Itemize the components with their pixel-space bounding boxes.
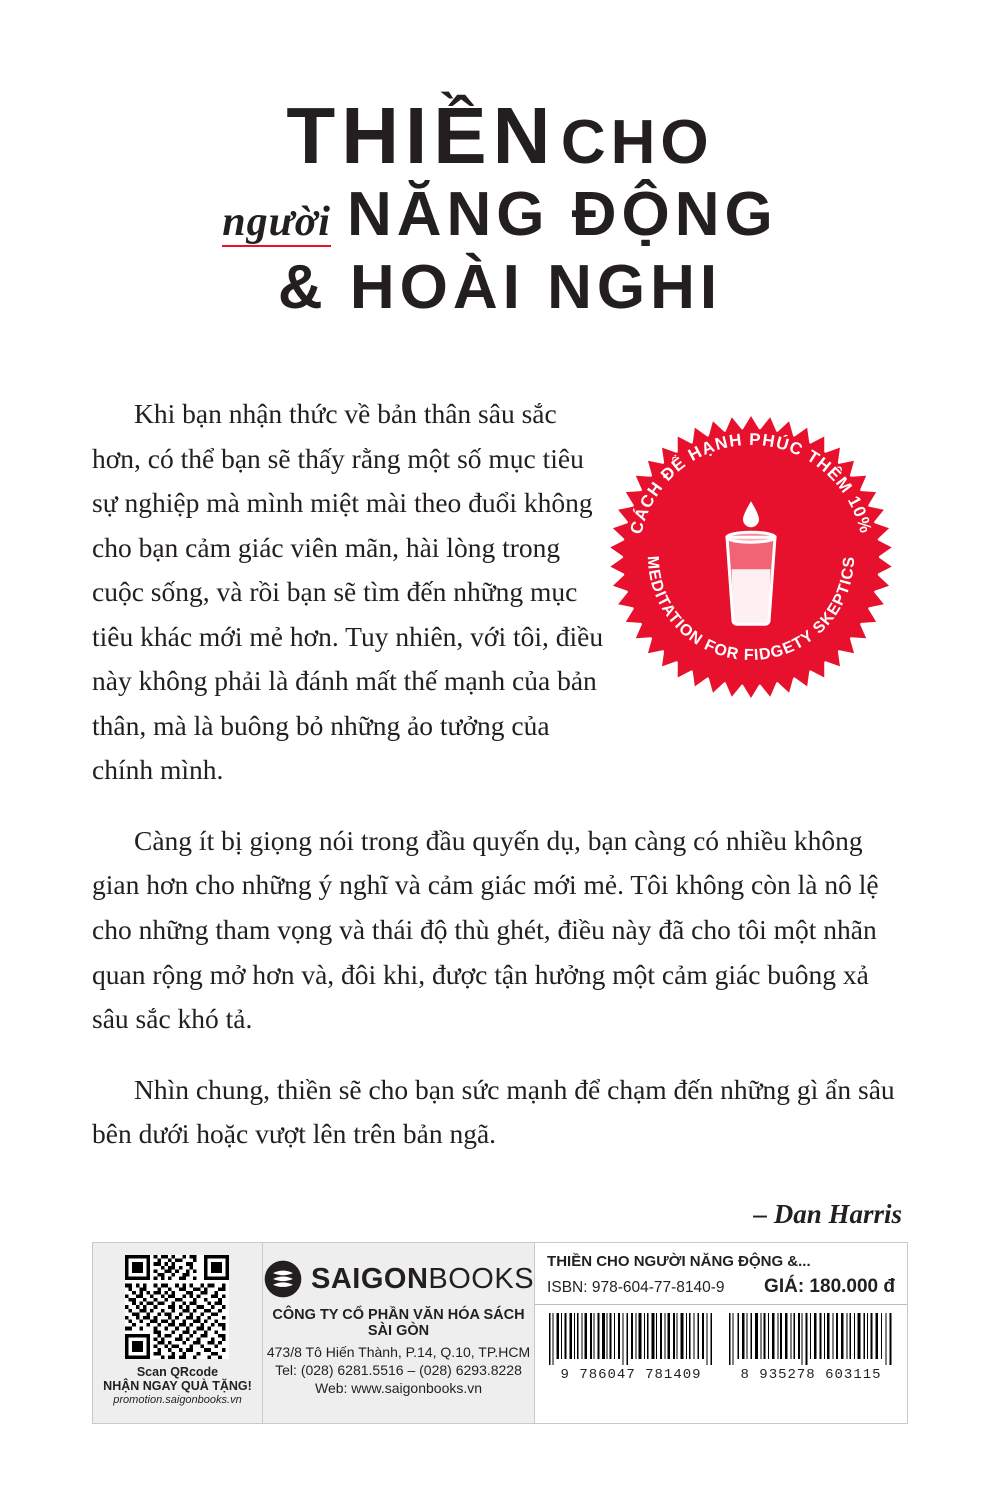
title-line-3: [0, 253, 1000, 322]
publisher-web: Web: www.saigonbooks.vn: [314, 1380, 483, 1396]
paragraph-3: Nhìn chung, thiền sẽ cho bạn sức mạnh để chạm đến những gì ẩn sâu bên dưới hoặc vượt lên trên bản ngã.: [92, 1073, 895, 1150]
barcode-group: [535, 1305, 907, 1389]
title-line-2: [0, 180, 1000, 249]
seal-text-bottom: MEDITATION FOR FIDGETY SKEPTICS: [643, 555, 859, 665]
isbn-number: ISBN: 978-604-77-8140-9: [547, 1279, 725, 1296]
isbn-cell: [535, 1243, 907, 1423]
publisher-name-light: BOOKS: [428, 1262, 535, 1295]
barcode-right-bars: [727, 1313, 895, 1365]
publisher-name-bold: SAIGON: [310, 1262, 429, 1295]
publisher-wordmark: [311, 1263, 534, 1296]
barcode-right: [727, 1313, 895, 1383]
publisher-address: 473/8 Tô Hiến Thành, P.14, Q.10, TP.HCM: [266, 1344, 531, 1360]
paragraph-2: Càng ít bị giọng nói trong đầu quyến dụ, bạn càng có nhiều không gian hơn cho những ý nghĩ và cảm giác mới mẻ. Tôi không còn là nô lệ cho những tham vọng và thái độ thù ghét, điều này đã cho tôi một nhãn quan rộng mở hơn và, đôi khi, được tận hưởng một cảm giác buông xả sâu sắc khó tả.: [92, 824, 879, 1035]
saigonbooks-logo-icon: [263, 1259, 303, 1299]
qr-promo-cell: [93, 1243, 263, 1423]
title-word-nangdong: NĂNG ĐỘNG: [346, 180, 778, 249]
price-label: GIÁ: 180.000 đ: [764, 1276, 895, 1297]
barcode-left-bars: [547, 1313, 715, 1365]
qr-label-gift: NHẬN NGAY QUÀ TẶNG!: [103, 1379, 252, 1393]
publisher-logo-row: [263, 1259, 534, 1299]
isbn-price-row: [535, 1276, 907, 1305]
publisher-tel: Tel: (028) 6281.5516 – (028) 6293.8228: [275, 1362, 522, 1378]
qr-label-scan: Scan QRcode: [136, 1365, 219, 1379]
barcode-left: [547, 1313, 715, 1383]
publisher-cell: [263, 1243, 535, 1423]
title-word-thien: THIỀN: [286, 91, 557, 180]
paragraph-1: Khi bạn nhận thức về bản thân sâu sắc hơn, có thể bạn sẽ thấy rằng một số mục tiêu sự nghiệp mà mình miệt mài theo đuổi không cho bạn cảm giác viên mãn, hài lòng trong cuộc sống, và rồi bạn sẽ tìm đến những mục tiêu khác mới mẻ hơn. Tuy nhiên, với tôi, điều này không phải là đánh mất thế mạnh của bản thân, mà là buông bỏ những ảo tưởng của chính mình.: [92, 398, 604, 786]
title-word-cho: CHO: [560, 108, 714, 177]
title-word-hoainghi: & HOÀI NGHI: [277, 253, 723, 322]
author-signature: – Dan Harris: [753, 1198, 902, 1229]
title-line-1: [0, 91, 1000, 180]
qr-code-icon[interactable]: [125, 1255, 229, 1359]
book-title-block: [0, 91, 1000, 322]
title-word-nguoi: người: [222, 199, 331, 245]
footer-bar: [92, 1242, 908, 1424]
publisher-company: CÔNG TY CỔ PHẦN VĂN HÓA SÁCH SÀI GÒN: [272, 1307, 525, 1339]
footer-book-title: THIỀN CHO NGƯỜI NĂNG ĐỘNG &...: [547, 1253, 811, 1270]
barcode-right-digits: 8 935278 603115: [740, 1367, 882, 1383]
barcode-left-digits: 9 786047 781409: [560, 1367, 702, 1383]
back-cover-text: [92, 392, 908, 1236]
seal-text-top: CÁCH ĐỂ HẠNH PHÚC THÊM 10%: [626, 429, 876, 536]
qr-label-url: promotion.saigonbooks.vn: [113, 1394, 242, 1406]
